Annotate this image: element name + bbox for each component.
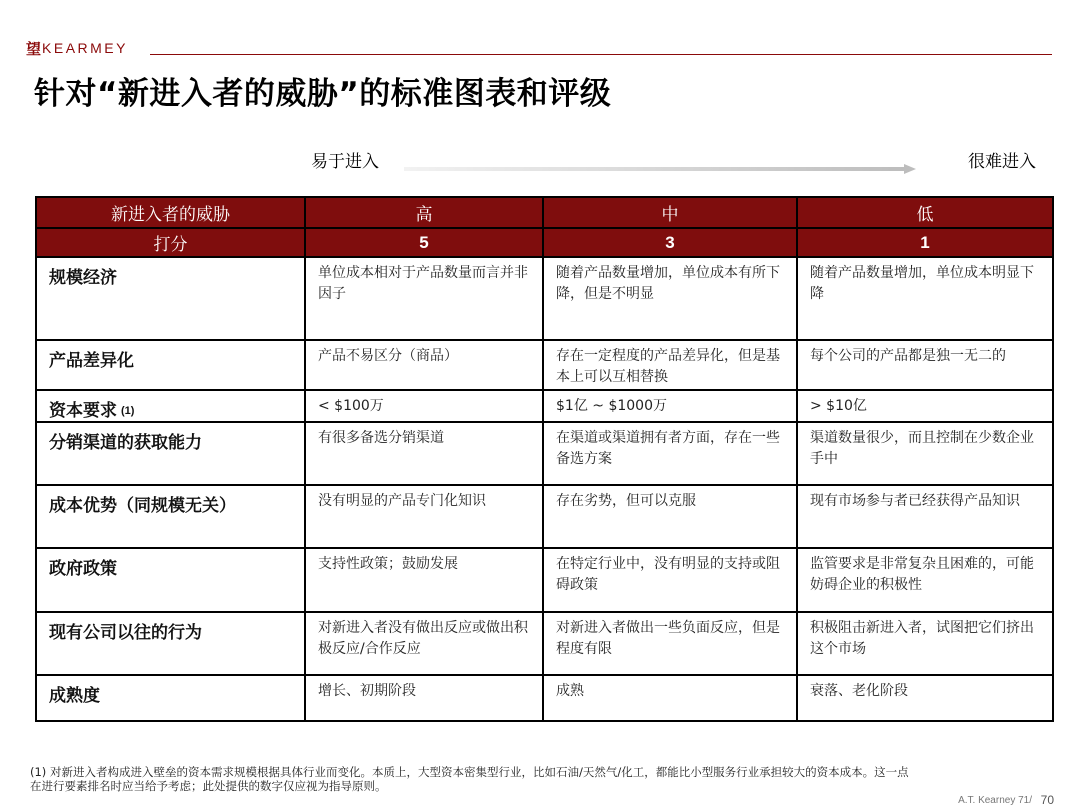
page-title: 针对“新进入者的威胁”的标准图表和评级 [34,76,612,112]
threat-rating-table [35,196,1054,722]
row-factor: 现有公司以往的行为 [36,612,305,675]
cell-low: 随着产品数量增加，单位成本明显下降 [797,257,1053,339]
page-number: 70 [1040,793,1054,807]
row-factor-label: 资本要求 [49,400,117,421]
scale-hard-label: 很难进入 [968,152,1036,172]
cell-medium: 成熟 [543,675,797,721]
table-row [36,485,1053,548]
row-factor [36,390,305,422]
table-score-row [36,228,1053,257]
cell-medium: 随着产品数量增加，单位成本有所下降，但是不明显 [543,257,797,339]
cell-high: 支持性政策；鼓励发展 [305,548,543,611]
cell-medium: 对新进入者做出一些负面反应，但是程度有限 [543,612,797,675]
header-level-low: 低 [797,197,1053,228]
cell-high: 有很多备选分销渠道 [305,422,543,485]
score-label: 打分 [36,228,305,257]
table-row [36,390,1053,422]
cell-low: > $10亿 [797,390,1053,422]
table-row [36,612,1053,675]
cell-low: 现有市场参与者已经获得产品知识 [797,485,1053,548]
cell-low: 渠道数量很少，而且控制在少数企业手中 [797,422,1053,485]
cell-medium: $1亿 ~ $1000万 [543,390,797,422]
footnote: (1) 对新进入者构成进入壁垒的资本需求规模根据具体行业而变化。本质上，大型资本密集型行业，比如石油/天然气/化工，都能比小型服务行业承担较大的资本成本。这一点在进行要素排名时应当给予考虑；此处提供的数字仅应视为指导原则。 [30,765,909,793]
cell-low: 衰落、老化阶段 [797,675,1053,721]
table-row [36,422,1053,485]
cell-high: < $100万 [305,390,543,422]
brand-mark: 望 [26,39,42,58]
row-factor: 产品差异化 [36,340,305,390]
table-row [36,675,1053,721]
cell-low: 每个公司的产品都是独一无二的 [797,340,1053,390]
score-high: 5 [305,228,543,257]
brand-name: KEARMEY [42,40,128,56]
cell-medium: 在特定行业中，没有明显的支持或阻碍政策 [543,548,797,611]
row-factor: 成熟度 [36,675,305,721]
table-row [36,257,1053,339]
header-factor-label: 新进入者的威胁 [36,197,305,228]
footnote-ref: (1) [121,404,135,417]
scale-arrow-icon [404,163,916,175]
table-row [36,548,1053,611]
table-row [36,340,1053,390]
cell-high: 产品不易区分（商品） [305,340,543,390]
row-factor: 政府政策 [36,548,305,611]
header-level-high: 高 [305,197,543,228]
cell-high: 没有明显的产品专门化知识 [305,485,543,548]
row-factor: 成本优势（同规模无关） [36,485,305,548]
header-rule [150,54,1052,55]
cell-medium: 在渠道或渠道拥有者方面，存在一些备选方案 [543,422,797,485]
scale-easy-label: 易于进入 [311,152,379,172]
cell-high: 对新进入者没有做出反应或做出积极反应/合作反应 [305,612,543,675]
row-factor: 规模经济 [36,257,305,339]
brand-logo [26,38,128,58]
table-header-row [36,197,1053,228]
score-low: 1 [797,228,1053,257]
cell-medium: 存在劣势，但可以克服 [543,485,797,548]
cell-high: 单位成本相对于产品数量而言并非因子 [305,257,543,339]
score-medium: 3 [543,228,797,257]
row-factor: 分销渠道的获取能力 [36,422,305,485]
cell-medium: 存在一定程度的产品差异化，但是基本上可以互相替换 [543,340,797,390]
footer-credit: A.T. Kearney 71/ [958,795,1032,806]
cell-low: 监管要求是非常复杂且困难的，可能妨碍企业的积极性 [797,548,1053,611]
header-level-medium: 中 [543,197,797,228]
cell-low: 积极阻击新进入者，试图把它们挤出这个市场 [797,612,1053,675]
cell-high: 增长、初期阶段 [305,675,543,721]
